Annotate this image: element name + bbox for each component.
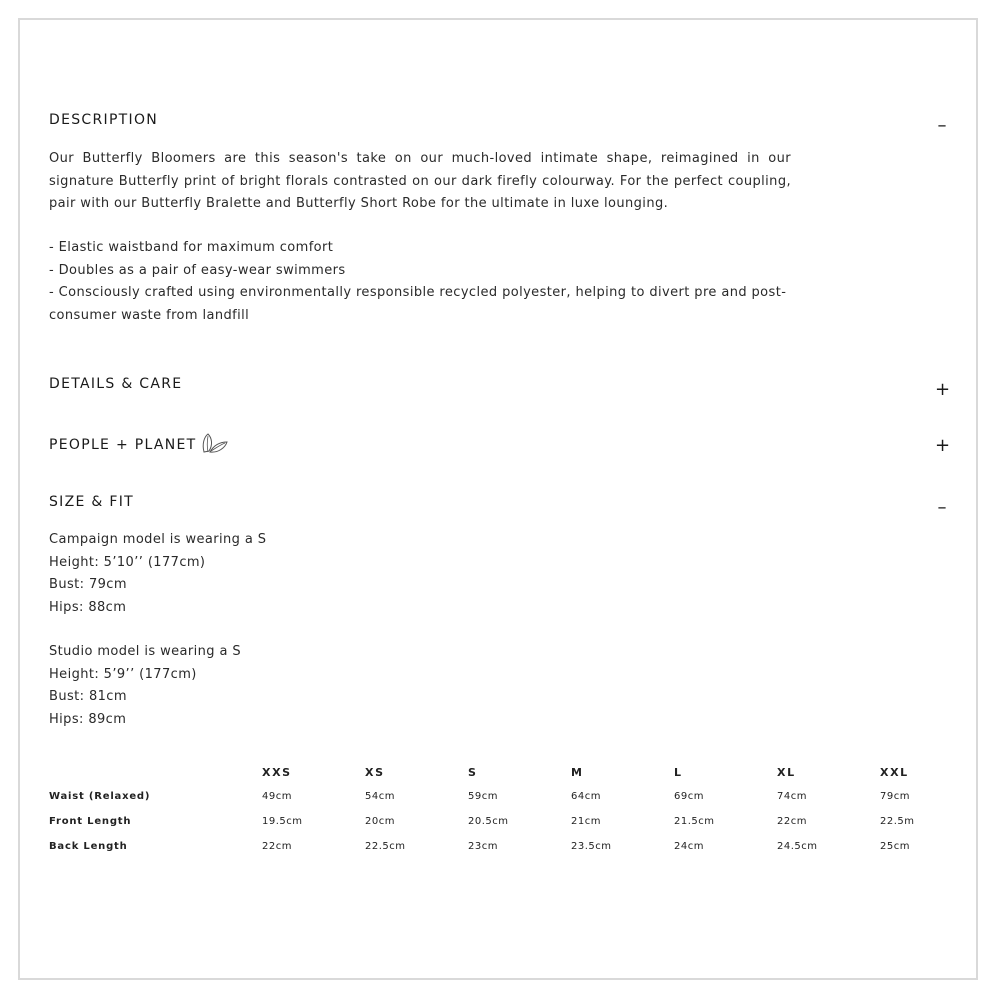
row-label: Back Length [49,841,128,852]
description-heading[interactable]: DESCRIPTION [49,112,159,128]
size-header: XXS [262,765,292,779]
expand-details-care-button[interactable]: + [935,379,951,400]
table-cell: 22.5cm [365,841,406,852]
table-cell: 20cm [365,816,395,827]
model-line: Bust: 79cm [49,577,127,592]
table-row [49,834,983,859]
table-cell: 21.5cm [674,816,715,827]
table-cell: 23cm [468,841,498,852]
description-text: Our Butterfly Bloomers are this season's take on our much-loved intimate shape, reimagined in our signature Butterfly print of bright florals contrasted on our dark firefly colourway. For the perfect coupling, pair with our Butterfly Bralette and Butterfly Short Robe for the ultimate in luxe lounging. [49,151,791,211]
size-header: XXL [880,765,909,779]
studio-model-info [49,641,241,731]
size-header: L [674,765,683,779]
size-header: M [571,765,584,779]
header-blank [49,760,262,784]
table-cell: 64cm [571,791,601,802]
bullet-item: - Doubles as a pair of easy-wear swimmers [49,262,346,278]
table-cell: 54cm [365,791,395,802]
leaf-icon [200,432,228,456]
table-cell: 22.5m [880,816,915,827]
table-cell: 24cm [674,841,704,852]
table-cell: 22cm [777,816,807,827]
size-header: XL [777,765,796,779]
size-header-row [49,760,983,784]
model-line: Hips: 88cm [49,599,127,615]
table-cell: 69cm [674,791,704,802]
table-cell: 59cm [468,791,498,802]
table-cell: 19.5cm [262,816,303,827]
details-care-heading[interactable]: DETAILS & CARE [49,376,183,392]
table-cell: 25cm [880,841,910,852]
table-cell: 21cm [571,816,601,827]
table-cell: 23.5cm [571,841,612,852]
model-line: Bust: 81cm [49,689,127,704]
size-header: S [468,765,478,779]
expand-people-planet-button[interactable]: + [935,435,951,456]
size-header: XS [365,765,385,779]
size-chart-table [49,760,983,859]
table-row [49,784,983,809]
campaign-model-info [49,529,266,619]
description-bullets [49,237,791,327]
collapse-description-button[interactable]: – [937,115,947,136]
size-fit-heading[interactable]: SIZE & FIT [49,494,135,510]
people-planet-heading[interactable]: PEOPLE + PLANET [49,437,197,453]
table-cell: 24.5cm [777,841,818,852]
model-line: Studio model is wearing a S [49,644,241,659]
row-label: Waist (Relaxed) [49,791,151,802]
bullet-item: - Elastic waistband for maximum comfort [49,240,334,255]
table-cell: 74cm [777,791,807,802]
model-line: Height: 5’10’’ (177cm) [49,554,206,570]
model-line: Height: 5’9’’ (177cm) [49,666,197,682]
table-row [49,809,983,834]
row-label: Front Length [49,816,132,827]
model-line: Hips: 89cm [49,711,127,727]
bullet-item: - Consciously crafted using environmentally responsible recycled polyester, helping to divert pre and post-consumer waste from landfill [49,285,787,323]
table-cell: 20.5cm [468,816,509,827]
table-cell: 22cm [262,841,292,852]
collapse-size-fit-button[interactable]: – [937,497,947,518]
model-line: Campaign model is wearing a S [49,532,267,547]
table-cell: 79cm [880,791,910,802]
table-cell: 49cm [262,791,292,802]
